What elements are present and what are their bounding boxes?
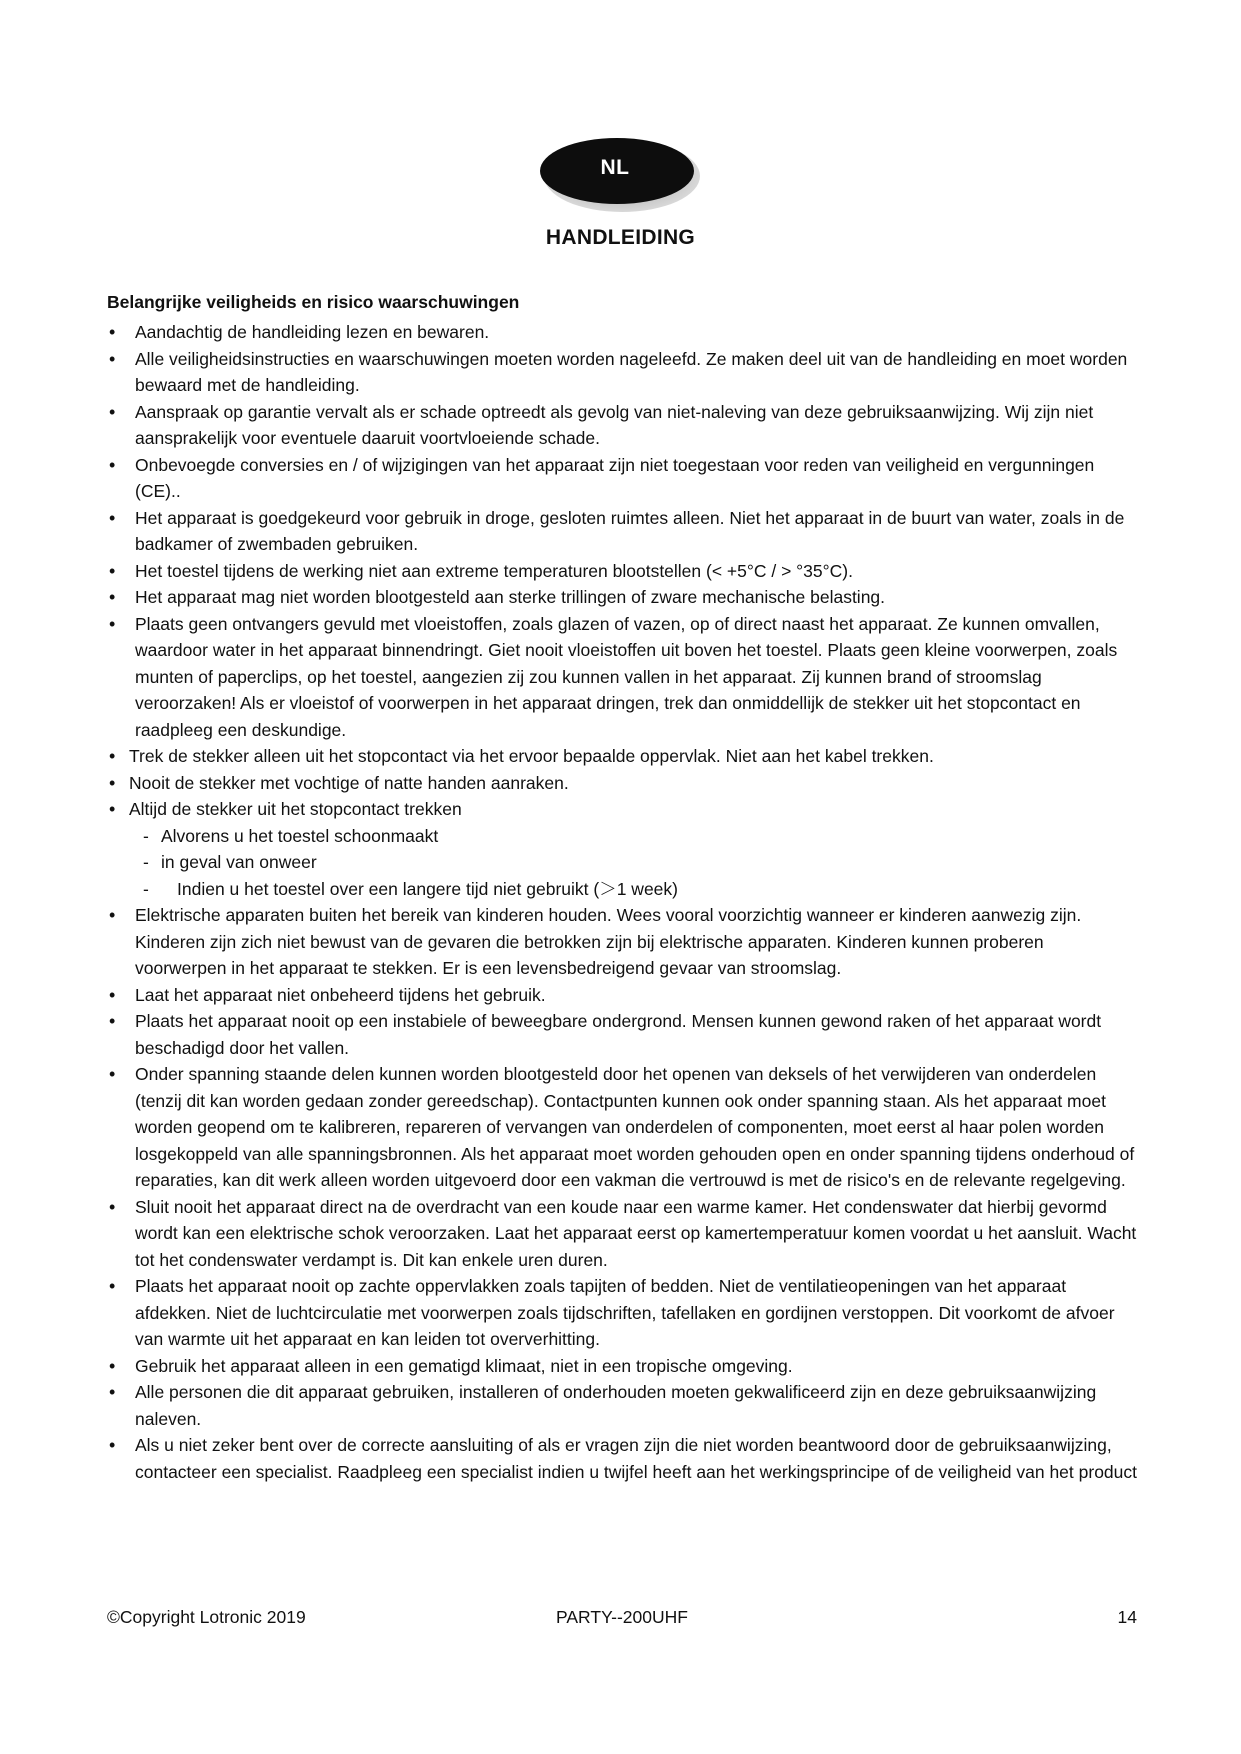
- list-item: • Onder spanning staande delen kunnen worden blootgesteld door het openen van deksels of het verwijderen van onderdelen (tenzij dit kan worden gedaan zonder gereedschap). Contactpunten kunnen ook onder spanning staan. Als het apparaat moet worden geopend om te kalibreren, repareren of vervangen van onderdelen of componenten, moet eerst al haar polen worden losgekoppeld van alle spanningsbronnen. Als het apparaat moet worden gehouden open en onder spanning tijdens onderhoud of reparaties, kan dit werk alleen worden uitgevoerd door een vakman die vertrouwd is met de risico's en de relevante regelgeving.: [107, 1061, 1137, 1194]
- model-name: PARTY--200UHF: [556, 1607, 688, 1627]
- list-item: • Alle personen die dit apparaat gebruiken, installeren of onderhouden moeten gekwalificeerd zijn en deze gebruiksaanwijzing naleven.: [107, 1379, 1137, 1432]
- list-item: • Onbevoegde conversies en / of wijzigingen van het apparaat zijn niet toegestaan voor reden van veiligheid en vergunningen (CE)..: [107, 452, 1137, 505]
- sub-list: [129, 823, 1137, 903]
- sub-list-item: - Indien u het toestel over een langere tijd niet gebruikt (＞1 week): [141, 876, 1137, 903]
- list-item: • Plaats geen ontvangers gevuld met vloeistoffen, zoals glazen of vazen, op of direct naast het apparaat. Ze kunnen omvallen, waardoor water in het apparaat binnendringt. Giet nooit vloeistoffen uit boven het toestel. Plaats geen kleine voorwerpen, zoals munten of paperclips, op het toestel, aangezien zij zou kunnen vallen in het apparaat. Zij kunnen brand of stroomslag veroorzaken! Als er vloeistof of voorwerpen in het apparaat dringen, trek dan onmiddellijk de stekker uit het stopcontact en raadpleeg een deskundige.: [107, 611, 1137, 744]
- list-item-unplug: [107, 796, 1137, 902]
- list-item: • Gebruik het apparaat alleen in een gematigd klimaat, niet in een tropische omgeving.: [107, 1353, 1137, 1380]
- list-item: • Plaats het apparaat nooit op zachte oppervlakken zoals tapijten of bedden. Niet de ventilatieopeningen van het apparaat afdekken. Niet de luchtcirculatie met voorwerpen zoals tijdschriften, tafellaken en gordijnen verstoppen. Dit voorkomt de afvoer van warmte uit het apparaat en kan leiden tot oververhitting.: [107, 1273, 1137, 1353]
- language-code: NL: [600, 156, 630, 179]
- copyright-text: ©Copyright Lotronic 2019: [107, 1607, 306, 1627]
- language-badge: [538, 138, 702, 216]
- list-item: • Het apparaat is goedgekeurd voor gebruik in droge, gesloten ruimtes alleen. Niet het apparaat in de buurt van water, zoals in de badkamer of zwembaden gebruiken.: [107, 505, 1137, 558]
- page-number: 14: [1117, 1607, 1137, 1627]
- list-item: • Aanspraak op garantie vervalt als er schade optreedt als gevolg van niet-naleving van deze gebruiksaanwijzing. Wij zijn niet aansprakelijk voor eventuele daaruit voortvloeiende schade.: [107, 399, 1137, 452]
- list-item: • Het toestel tijdens de werking niet aan extreme temperaturen blootstellen (< +5°C / > °35°C).: [107, 558, 1137, 585]
- list-item: • Nooit de stekker met vochtige of natte handen aanraken.: [107, 770, 1137, 797]
- list-item: • Sluit nooit het apparaat direct na de overdracht van een koude naar een warme kamer. Het condenswater dat hierbij gevormd wordt kan een elektrische schok veroorzaken. Laat het apparaat eerst op kamertemperatuur komen voordat u het aansluit. Wacht tot het condenswater verdampt is. Dit kan enkele uren duren.: [107, 1194, 1137, 1274]
- list-item-text: Altijd de stekker uit het stopcontact trekken: [129, 799, 462, 819]
- safety-section: [107, 289, 1137, 1485]
- sub-list-item: - in geval van onweer: [141, 849, 1137, 876]
- list-item: • Trek de stekker alleen uit het stopcontact via het ervoor bepaalde oppervlak. Niet aan het kabel trekken.: [107, 743, 1137, 770]
- list-item: • Aandachtig de handleiding lezen en bewaren.: [107, 319, 1137, 346]
- list-item: • Plaats het apparaat nooit op een instabiele of beweegbare ondergrond. Mensen kunnen gewond raken of het apparaat wordt beschadigd door het vallen.: [107, 1008, 1137, 1061]
- sub-list-item: - Alvorens u het toestel schoonmaakt: [141, 823, 1137, 850]
- list-item: • Alle veiligheidsinstructies en waarschuwingen moeten worden nageleefd. Ze maken deel uit van de handleiding en moet worden bewaard met de handleiding.: [107, 346, 1137, 399]
- section-heading: Belangrijke veiligheids en risico waarschuwingen: [107, 292, 520, 312]
- list-item: • Als u niet zeker bent over de correcte aansluiting of als er vragen zijn die niet worden beantwoord door de gebruiksaanwijzing, contacteer een specialist. Raadpleeg een specialist indien u twijfel heeft aan het werkingsprincipe of de veiligheid van het product: [107, 1432, 1137, 1485]
- page-title: HANDLEIDING: [545, 226, 696, 249]
- warning-list: [107, 319, 1137, 1485]
- list-item: • Elektrische apparaten buiten het bereik van kinderen houden. Wees vooral voorzichtig wanneer er kinderen aanwezig zijn. Kinderen zijn zich niet bewust van de gevaren die betrokken zijn bij elektrische apparaten. Kinderen kunnen proberen voorwerpen in het apparaat te stekken. Er is een levensbedreigend gevaar van stroomslag.: [107, 902, 1137, 982]
- list-item: • Laat het apparaat niet onbeheerd tijdens het gebruik.: [107, 982, 1137, 1009]
- list-item: • Het apparaat mag niet worden blootgesteld aan sterke trillingen of zware mechanische belasting.: [107, 584, 1137, 611]
